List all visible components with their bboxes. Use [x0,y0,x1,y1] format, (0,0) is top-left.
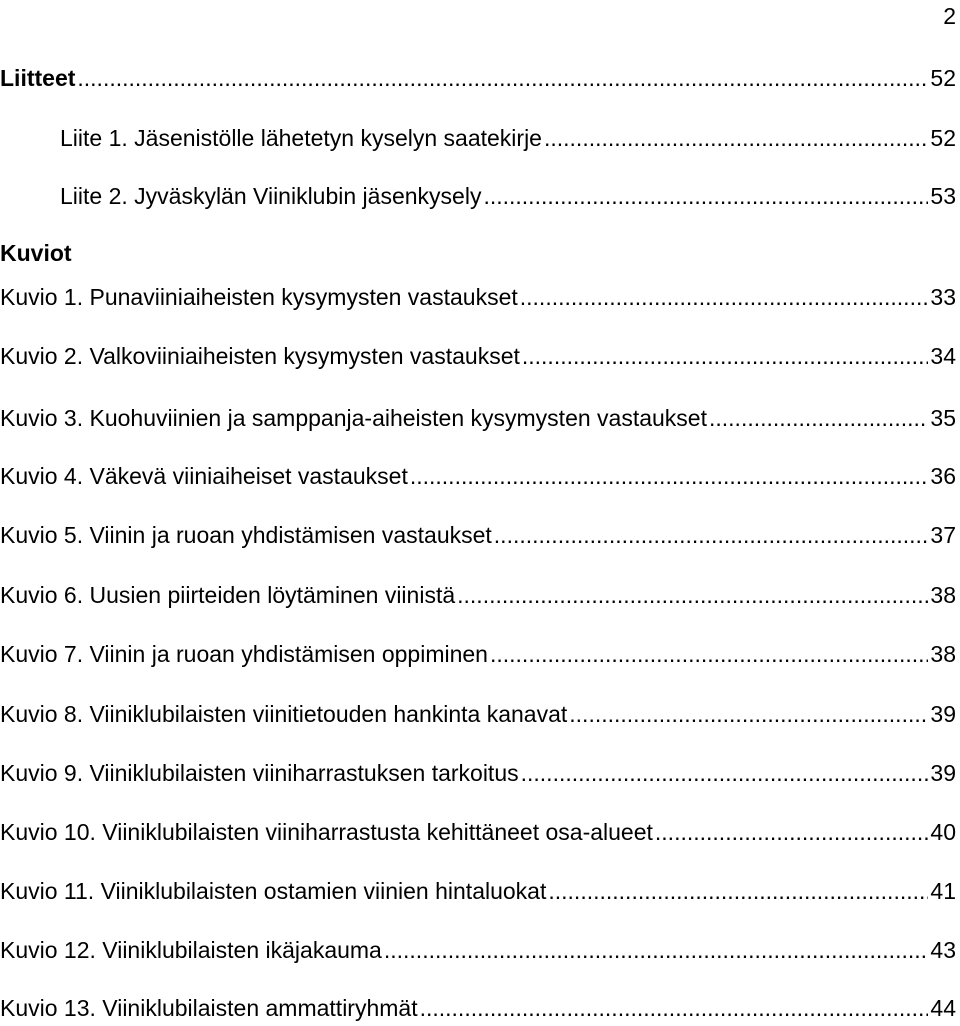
toc-page-number: 43 [930,937,956,963]
dot-leader [655,817,929,847]
toc-page-number: 41 [930,878,956,904]
toc-entry[interactable] [0,461,956,491]
toc-entry[interactable] [0,520,956,550]
toc-entry[interactable] [0,580,956,610]
dot-leader [420,993,929,1023]
toc-entry-label: Kuvio 12. Viiniklubilaisten ikäjakauma [0,937,382,963]
toc-entry-label: Kuvio 2. Valkoviiniaiheisten kysymysten vastaukset [0,343,520,369]
page-number: 2 [943,3,956,29]
dot-leader [521,758,929,788]
toc-page-number: 35 [930,405,956,431]
toc-entry-label: Kuvio 6. Uusien piirteiden löytäminen viinistä [0,582,456,608]
toc-page-number: 44 [930,995,956,1021]
toc-page-number: 36 [930,463,956,489]
toc-entry[interactable] [0,181,956,211]
toc-entry[interactable] [0,123,956,153]
toc-entry-label: Kuvio 4. Väkevä viiniaiheiset vastaukset [0,463,408,489]
dot-leader [569,699,928,729]
toc-entry[interactable] [0,639,956,669]
toc-heading-appendices: Liitteet [0,65,76,91]
toc-page-number: 39 [930,701,956,727]
toc-entry[interactable] [0,935,956,965]
toc-entry[interactable] [0,282,956,312]
toc-page-number: 52 [930,125,956,151]
dot-leader [494,520,929,550]
toc-entry-label: Kuvio 9. Viiniklubilaisten viiniharrastuksen tarkoitus [0,760,519,786]
toc-entry-label: Kuvio 11. Viiniklubilaisten ostamien viinien hintaluokat [0,878,547,904]
toc-page-number: 40 [930,819,956,845]
toc-page-number: 52 [930,65,956,91]
toc-entry-label: Kuvio 7. Viinin ja ruoan yhdistämisen oppiminen [0,641,488,667]
toc-entry-label: Liite 1. Jäsenistölle lähetetyn kyselyn saatekirje [60,125,542,151]
toc-entry-label: Kuvio 3. Kuohuviinien ja samppanja-aiheisten kysymysten vastaukset [0,405,707,431]
toc-entry-appendices[interactable] [0,63,956,93]
dot-leader [522,341,929,371]
toc-entry-label: Kuvio 8. Viiniklubilaisten viinitietouden hankinta kanavat [0,701,568,727]
toc-page-number: 38 [930,582,956,608]
dot-leader [410,461,929,491]
toc-heading-figures: Kuviot [0,240,72,266]
toc-entry[interactable] [0,341,956,371]
toc-page-number: 34 [930,343,956,369]
toc-page-number: 37 [930,522,956,548]
dot-leader [520,282,929,312]
toc-page-number: 53 [930,183,956,209]
toc-page-number: 39 [930,760,956,786]
dot-leader [457,580,928,610]
toc-entry[interactable] [0,993,956,1023]
toc-entry[interactable] [0,699,956,729]
toc-entry[interactable] [0,817,956,847]
toc-entry-label: Kuvio 5. Viinin ja ruoan yhdistämisen vastaukset [0,522,492,548]
toc-entry-label: Kuvio 10. Viiniklubilaisten viiniharrastusta kehittäneet osa-alueet [0,819,653,845]
dot-leader [490,639,928,669]
dot-leader [548,876,928,906]
toc-entry-label: Kuvio 13. Viiniklubilaisten ammattiryhmät [0,995,418,1021]
dot-leader [483,181,928,211]
dot-leader [384,935,929,965]
toc-entry[interactable] [0,403,956,433]
toc-entry-label: Kuvio 1. Punaviiniaiheisten kysymysten vastaukset [0,284,518,310]
toc-entry[interactable] [0,876,956,906]
dot-leader [544,123,928,153]
toc-entry[interactable] [0,758,956,788]
toc-page-number: 38 [930,641,956,667]
dot-leader [709,403,928,433]
toc-entry-label: Liite 2. Jyväskylän Viiniklubin jäsenkysely [60,183,482,209]
dot-leader [77,63,928,93]
toc-page-number: 33 [930,284,956,310]
